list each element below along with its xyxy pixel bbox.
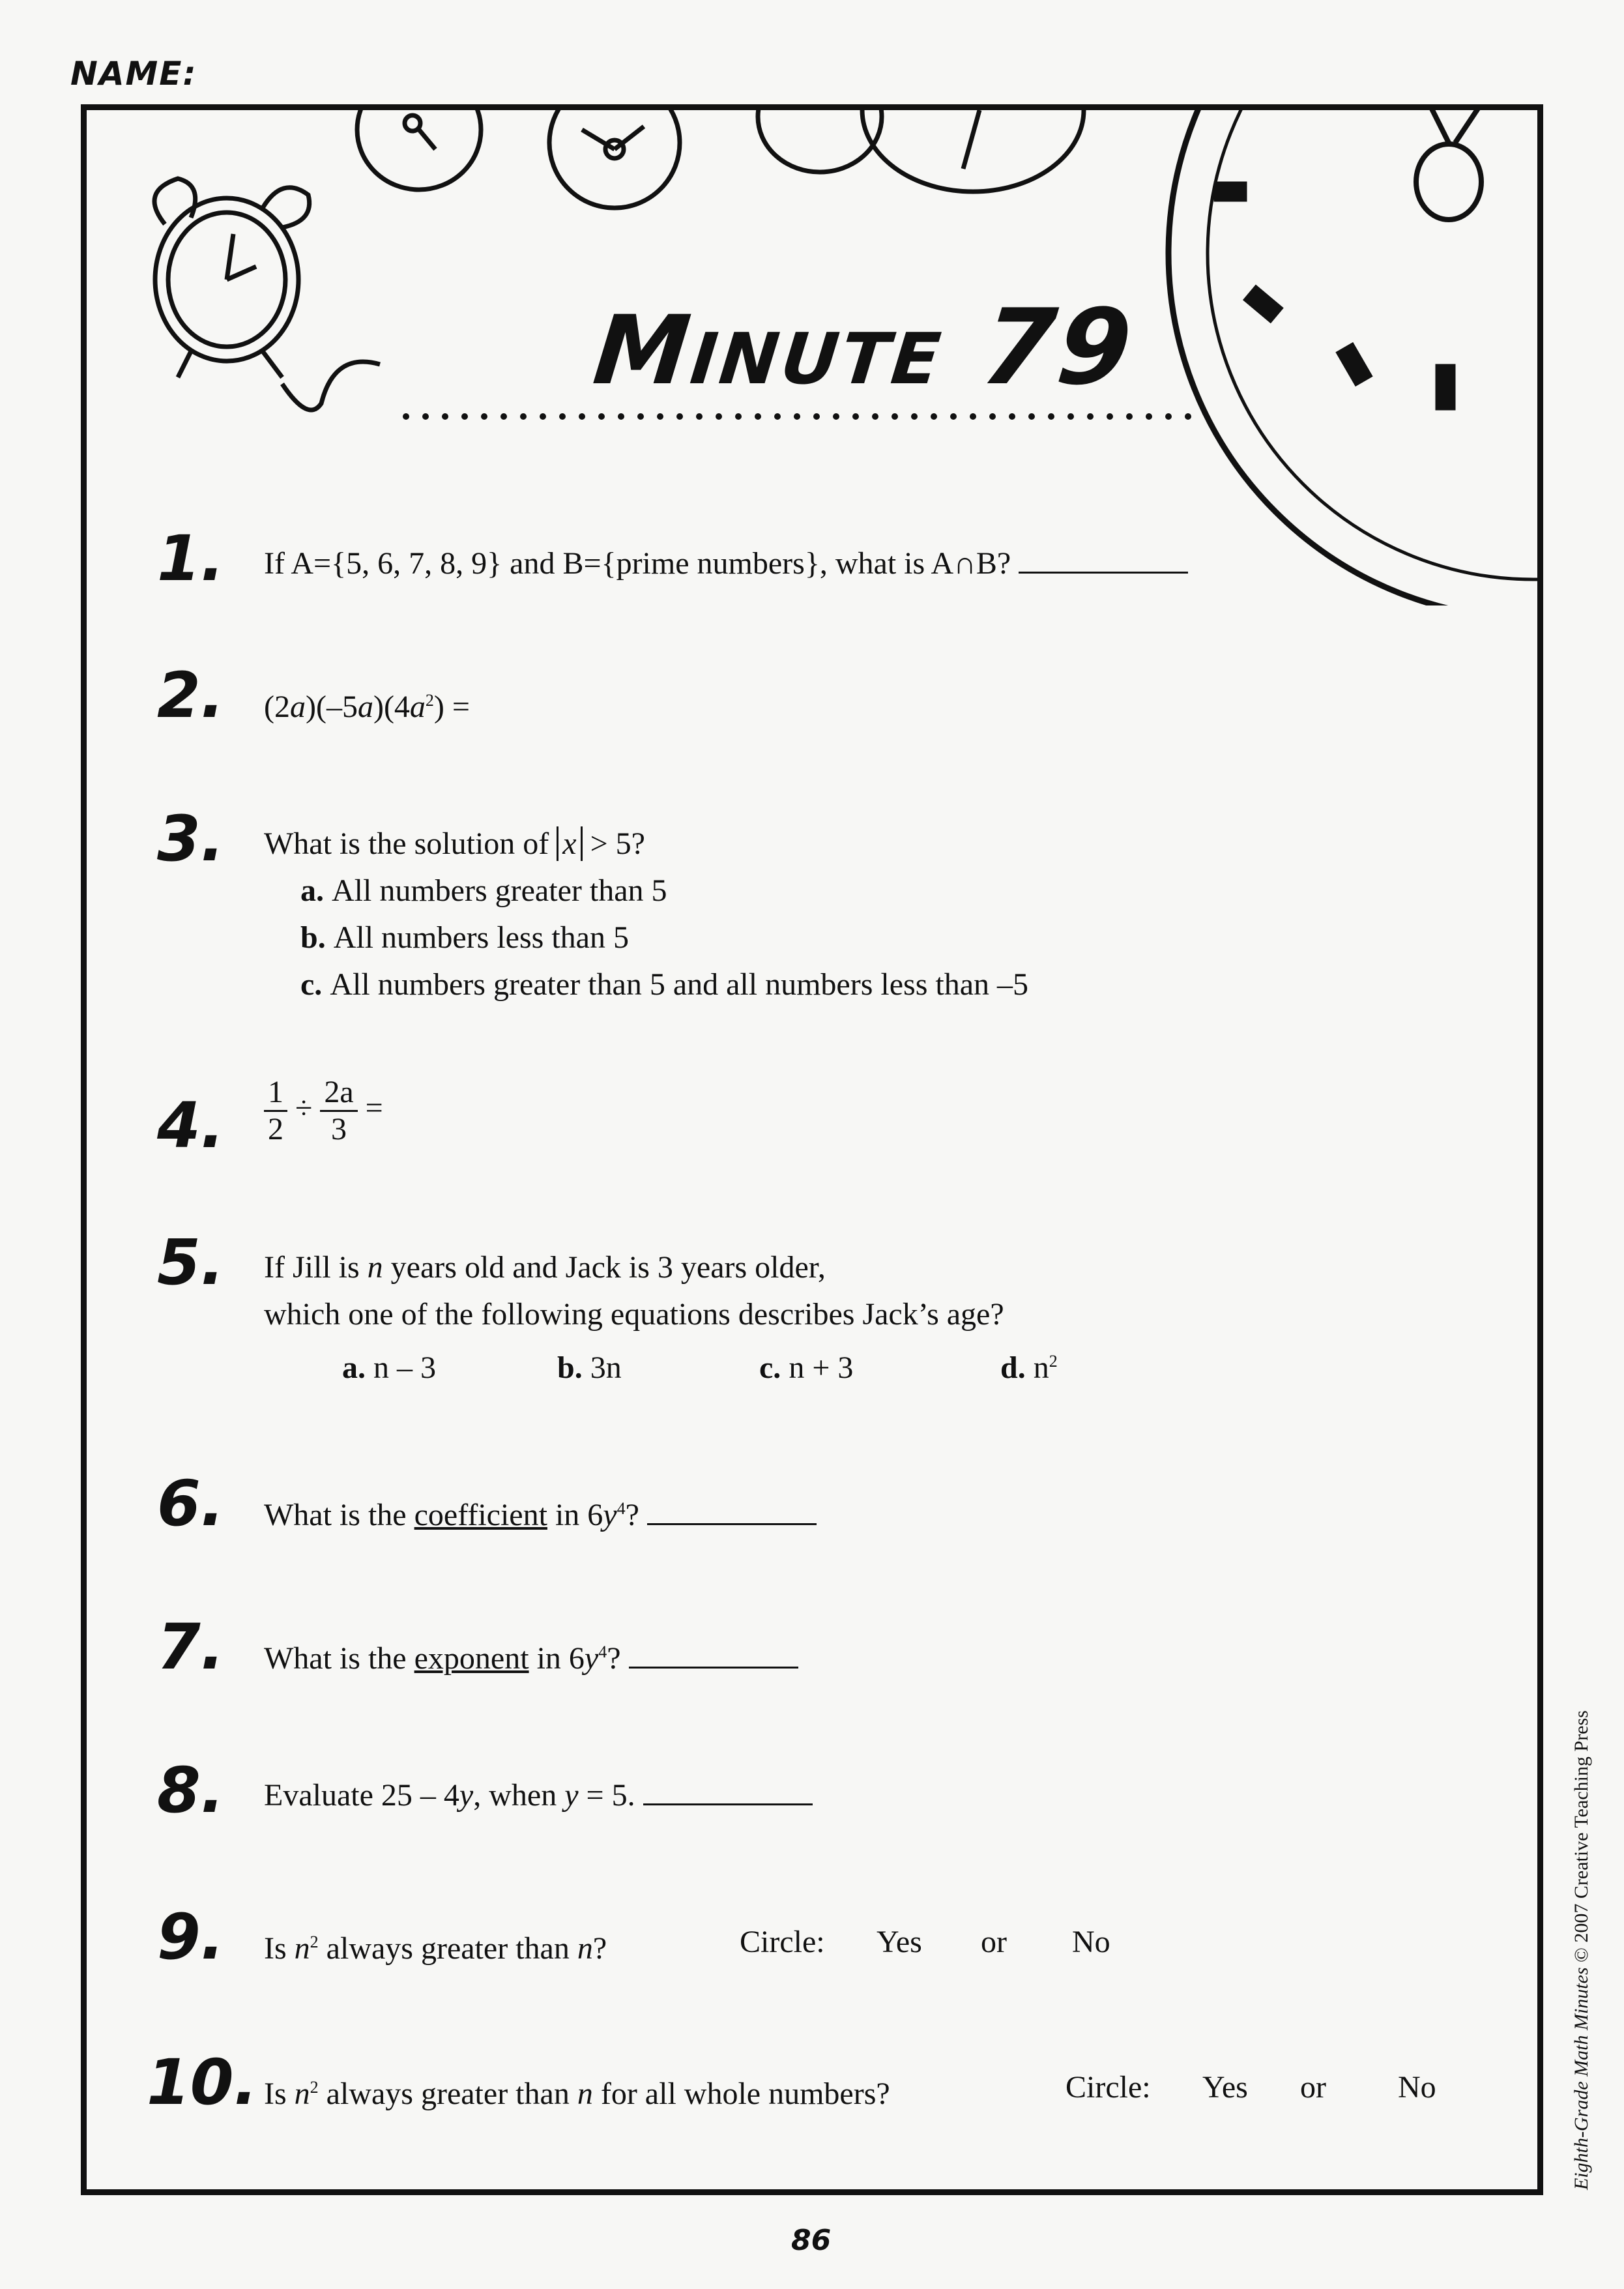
question-text: Is $n^2$ always greater than n? Circle: Yes or No xyxy=(264,1919,1502,1972)
question-number: 1. xyxy=(157,522,225,595)
question-number: 10. xyxy=(147,2046,258,2119)
option-a[interactable]: a. n – 3 xyxy=(342,1350,436,1385)
fraction-2: $\frac{2a}{3}$ xyxy=(320,1075,357,1147)
question-number: 6. xyxy=(157,1467,225,1540)
question-text: Is $n^2$ always greater than n for all whole numbers? Circle: Yes or No xyxy=(264,2064,1535,2118)
page-title: MINUTE 79 xyxy=(588,286,1140,408)
clock-small-2-icon xyxy=(549,110,680,208)
worksheet-frame xyxy=(81,104,1543,2195)
question-number: 5. xyxy=(157,1226,225,1299)
question-number: 4. xyxy=(157,1089,225,1162)
option-c[interactable]: c. n + 3 xyxy=(759,1350,854,1385)
dotted-rule xyxy=(403,413,1191,420)
clock-large-icon xyxy=(1168,110,1543,605)
question-number: 3. xyxy=(157,802,225,875)
fraction-1: $\frac{1}{2}$ xyxy=(264,1075,287,1147)
question-text: If Jill is n years old and Jack is 3 years older, which one of the following equations describes Jack’s age? a. n – 3 b. 3n c. n + 3 d. $n^2$ xyxy=(264,1244,1058,1392)
question-text: What is the solution of x > 5? a. All numbers greater than 5 b. All numbers less than 5 c. All numbers greater than 5 and all numbers less than –5 xyxy=(264,821,1028,1008)
answer-yes[interactable]: Yes xyxy=(1202,2070,1248,2105)
option-d[interactable]: d. $n^2$ xyxy=(1000,1350,1058,1385)
copyright-notice: Eighth-Grade Math Minutes © 2007 Creative Teaching Press xyxy=(1571,1710,1592,2190)
answer-blank[interactable] xyxy=(647,1492,817,1525)
or-label: or xyxy=(1300,2070,1326,2105)
name-label: NAME: xyxy=(70,55,197,93)
answer-blank[interactable] xyxy=(1019,540,1188,574)
answer-yes[interactable]: Yes xyxy=(877,1925,922,1959)
question-text: What is the coefficient in $6y^4$? xyxy=(264,1485,817,1539)
option-a[interactable]: a. All numbers greater than 5 xyxy=(300,873,667,908)
question-text: $(2a)(-5a)(4a^2)$ = xyxy=(264,690,470,724)
question-number: 7. xyxy=(157,1611,225,1684)
question-text: $\frac{1}{2}$ ÷ $\frac{2a}{3}$ = xyxy=(264,1075,383,1147)
clock-medium-icon xyxy=(862,110,1084,192)
answer-no[interactable]: No xyxy=(1398,2070,1436,2105)
clock-small-1-icon xyxy=(357,110,481,190)
answer-blank[interactable] xyxy=(643,1772,813,1805)
question-text: If A={5, 6, 7, 8, 9} and B={prime numbers}, what is A∩B? xyxy=(264,540,1188,587)
or-label: or xyxy=(981,1925,1007,1959)
answer-no[interactable]: No xyxy=(1072,1925,1110,1959)
question-number: 8. xyxy=(157,1754,225,1827)
option-b[interactable]: b. All numbers less than 5 xyxy=(300,920,629,955)
alarm-clock-icon xyxy=(154,179,380,410)
question-text: What is the exponent in $6y^4$? xyxy=(264,1629,798,1682)
question-number: 2. xyxy=(157,659,225,732)
question-text: Evaluate 25 – 4y, when y = 5. xyxy=(264,1772,813,1819)
page-number: 86 xyxy=(791,2224,832,2257)
question-number: 9. xyxy=(157,1901,225,1974)
answer-blank[interactable] xyxy=(629,1635,798,1669)
circle-label: Circle: xyxy=(740,1925,825,1959)
circle-label: Circle: xyxy=(1066,2070,1151,2105)
option-b[interactable]: b. 3n xyxy=(557,1350,622,1385)
option-c[interactable]: c. All numbers greater than 5 and all numbers less than –5 xyxy=(300,967,1029,1002)
